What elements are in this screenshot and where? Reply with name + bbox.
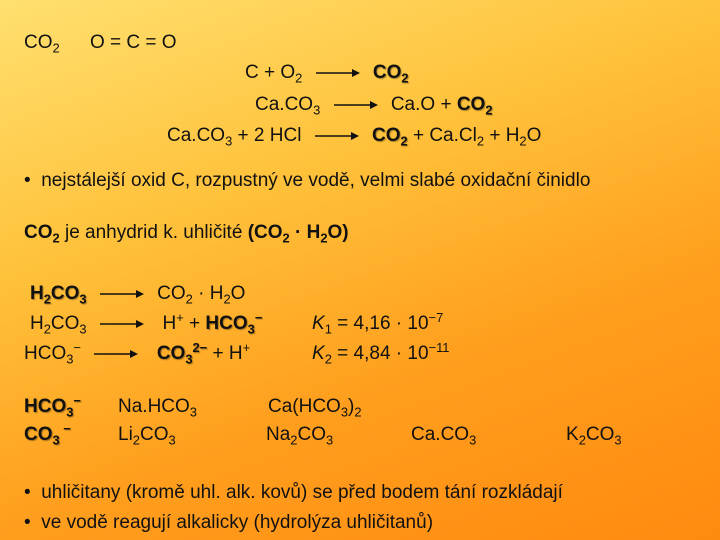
constant-k1: $K_1 = 4,16 \cdot 10^{-7}$	[312, 309, 444, 337]
co2-structure: O = C = O	[90, 32, 177, 53]
salt-k2co3: $K_2CO_3$	[566, 424, 622, 448]
salt-caco3: $Ca.CO_3$	[411, 424, 477, 448]
salt-na2co3: $Na_2CO_3$	[266, 424, 334, 448]
arrow-icon	[316, 68, 360, 78]
salt-nahco3: $Na.HCO_3$	[118, 396, 197, 420]
co2-formula: $CO_2$	[24, 32, 60, 56]
arrow-icon	[315, 131, 359, 141]
arrow-icon	[100, 289, 144, 299]
equilibrium-2: $H_2CO_3$ $H^+ + HCO_3^-$	[30, 309, 263, 337]
anhydride-line: $CO_2$ je anhydrid k. uhličité $(CO_2 \cdot H_2O)$	[24, 222, 349, 246]
bullet-icon: •	[24, 170, 31, 191]
anion-hydrogencarbonate: $HCO_3^-$	[24, 392, 81, 420]
salt-li2co3: $Li_2CO_3$	[118, 424, 176, 448]
salt-cahco3: $Ca(HCO_3)_2$	[268, 396, 362, 420]
equilibrium-1: $H_2CO_3$ $CO_2 \cdot H_2O$	[30, 283, 246, 307]
anion-carbonate: $CO_3$ −	[24, 420, 71, 448]
constant-k2: $K_2 = 4,84 \cdot 10^{-11}$	[312, 339, 450, 367]
equilibrium-3: $HCO_3^-$ $CO_3^{2-} + H^+$	[24, 339, 251, 367]
reaction-1: $C + O_2$ $CO_2$	[245, 62, 409, 86]
bullet-stability: • nejstálejší oxid C, rozpustný ve vodě, velmi slabé oxidační činidlo	[24, 170, 591, 191]
arrow-icon	[100, 319, 144, 329]
arrow-icon	[334, 100, 378, 110]
reaction-2: $Ca.CO_3$ $Ca.O + CO_2$	[255, 94, 493, 118]
bullet-icon: •	[24, 512, 31, 533]
reaction-3: $Ca.CO_3 + 2$ HCl $CO_2 + Ca.Cl_2 + H_2O$	[167, 125, 542, 149]
bullet-hydrolysis: • ve vodě reagují alkalicky (hydrolýza uhličitanů)	[24, 512, 434, 533]
bullet-decomposition: • uhličitany (kromě uhl. alk. kovů) se před bodem tání rozkládají	[24, 482, 563, 503]
arrow-icon	[94, 349, 138, 359]
bullet-icon: •	[24, 482, 31, 503]
